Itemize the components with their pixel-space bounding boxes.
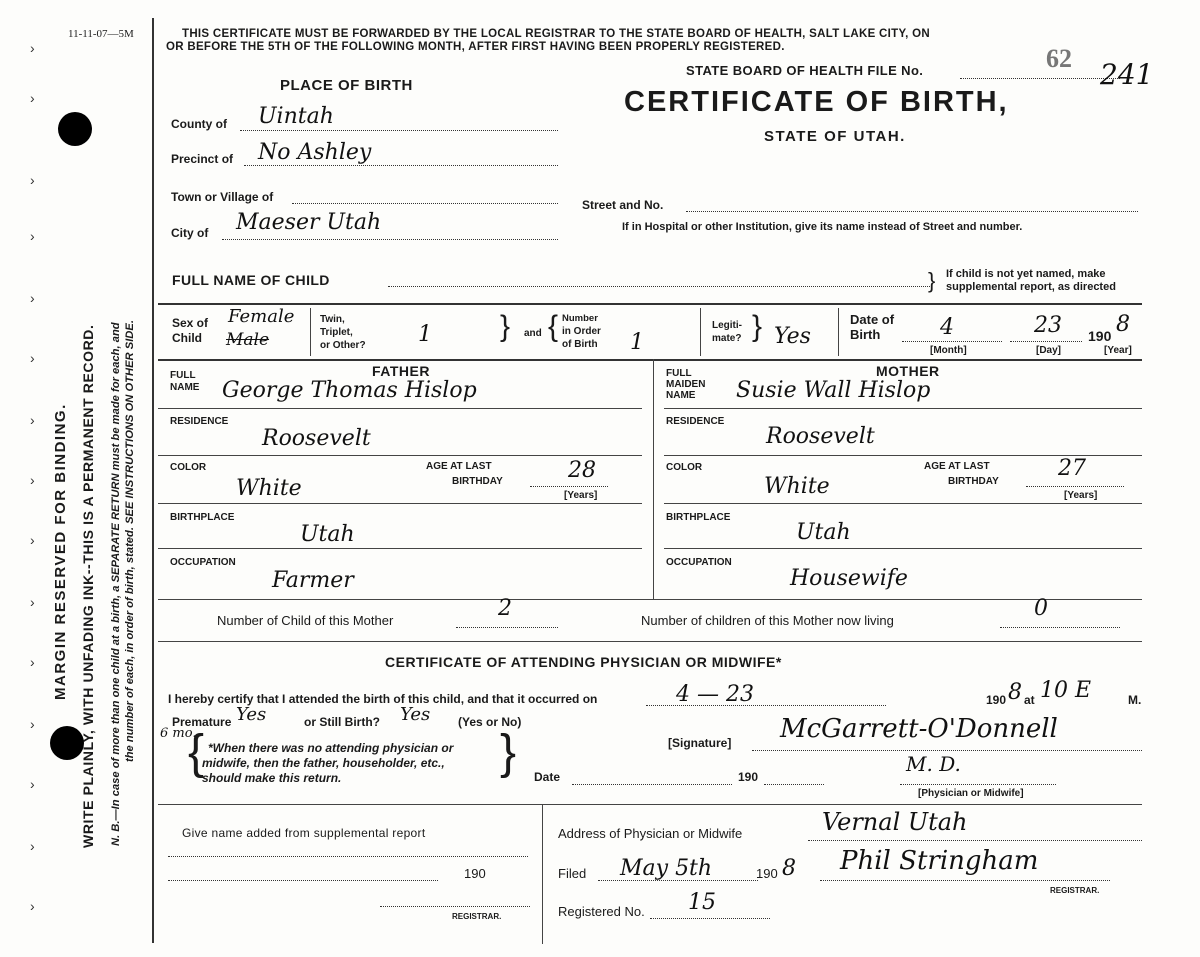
header-line-2: OR BEFORE THE 5TH OF THE FOLLOWING MONTH, AFTER FIRST HAVING BEEN PROPERLY REGISTERED. [166, 41, 785, 53]
father-residence-label: RESIDENCE [170, 416, 229, 427]
birth-date-label-2: Birth [850, 327, 881, 342]
mother-birthplace-label: BIRTHPLACE [666, 512, 731, 523]
address-value: Vernal Utah [822, 808, 968, 836]
town-line [292, 203, 558, 204]
father-years-caption: [Years] [564, 490, 598, 501]
address-label: Address of Physician or Midwife [558, 826, 743, 841]
mother-color-rule [664, 503, 1142, 504]
child-name-line [388, 286, 930, 287]
mother-age-value: 27 [1058, 456, 1086, 481]
file-number-handwritten: 241 [1100, 58, 1154, 91]
registrar-signature-line [820, 880, 1110, 881]
supplemental-name-line-2 [168, 880, 438, 881]
margin-tick: › [30, 838, 35, 854]
date-line [572, 784, 732, 785]
rule-below-parents [158, 599, 1142, 600]
role-caption: [Physician or Midwife] [918, 788, 1024, 799]
supplemental-year: 190 [464, 866, 486, 881]
child-number-label: Number of Child of this Mother [217, 613, 394, 628]
rule-above-child-row [158, 303, 1142, 305]
date-label: Date [534, 770, 561, 784]
rule-below-child-row [158, 359, 1142, 361]
rule-above-bottom [158, 804, 1142, 805]
signature-value: McGarrett-O'Donnell [780, 714, 1058, 744]
father-age-line [530, 486, 608, 487]
filed-label: Filed [558, 866, 587, 881]
father-name-label-1: FULL [170, 370, 196, 381]
date-year-line [764, 784, 824, 785]
parents-divider [653, 359, 654, 599]
margin-instructions-note: the number of each, in order of birth, stated. SEE INSTRUCTIONS ON OTHER SIDE. [124, 320, 136, 762]
mother-occupation-label: OCCUPATION [666, 557, 732, 568]
father-occupation-value: Farmer [272, 568, 354, 593]
father-birthplace-label: BIRTHPLACE [170, 512, 235, 523]
order-label-3: of Birth [562, 339, 598, 350]
city-line [222, 239, 558, 240]
premature-label: Premature [172, 715, 232, 729]
certificate-title: CERTIFICATE OF BIRTH, [624, 86, 1009, 118]
mother-residence-value: Roosevelt [766, 424, 875, 449]
town-label: Town or Village of [171, 190, 274, 204]
birth-month-line [902, 341, 1002, 342]
margin-tick: › [30, 172, 35, 188]
order-label-2: in Order [562, 326, 601, 337]
margin-separate-return-note: N. B.—In case of more than one child at a birth, a SEPARATE RETURN must be made for each, and [110, 322, 122, 846]
precinct-label: Precinct of [171, 152, 234, 166]
mother-age-label-1: AGE AT LAST [924, 461, 990, 472]
margin-border [152, 18, 154, 943]
birth-month-value: 4 [940, 315, 954, 340]
margin-binding-note: MARGIN RESERVED FOR BINDING. [52, 403, 69, 700]
child-number-line [456, 627, 558, 628]
birth-date-label-1: Date of [850, 312, 895, 327]
child-col-divider-1 [310, 308, 311, 356]
side-note: 6 mo. [160, 726, 197, 741]
date-year-prefix: 190 [738, 770, 759, 784]
margin-tick: › [30, 412, 35, 428]
street-line [686, 211, 1138, 212]
county-value: Uintah [258, 104, 334, 129]
twin-label-3: or Other? [320, 340, 366, 351]
father-name-rule [158, 408, 642, 409]
father-residence-value: Roosevelt [262, 426, 371, 451]
file-number-label: STATE BOARD OF HEALTH FILE No. [686, 63, 924, 78]
sex-label-2: Child [172, 331, 202, 345]
precinct-value: No Ashley [258, 140, 372, 165]
mother-color-value: White [764, 474, 830, 499]
yes-no-label: (Yes or No) [458, 715, 522, 729]
registered-line [650, 918, 770, 919]
birth-day-line [1010, 341, 1082, 342]
filed-value: May 5th [620, 856, 713, 881]
rule-above-physician [158, 641, 1142, 642]
street-label: Street and No. [582, 198, 664, 212]
child-name-label: FULL NAME OF CHILD [172, 272, 330, 288]
father-age-label-2: BIRTHDAY [452, 476, 503, 487]
footnote-line-2: midwife, then the father, householder, etc., [202, 756, 445, 770]
father-age-value: 28 [568, 458, 596, 483]
supplemental-registrar-caption: REGISTRAR. [452, 912, 502, 921]
child-col-divider-2 [700, 308, 701, 356]
twin-label-2: Triplet, [320, 327, 353, 338]
county-line [240, 130, 558, 131]
registrar-signature: Phil Stringham [840, 846, 1039, 876]
margin-tick: › [30, 90, 35, 106]
order-value: 1 [630, 330, 644, 355]
filed-year-value: 8 [782, 856, 796, 881]
margin-permanent-record-note: WRITE PLAINLY, WITH UNFADING INK--THIS IS A PERMANENT RECORD. [80, 324, 96, 848]
living-children-value: 0 [1034, 596, 1048, 621]
mother-age-line [1026, 486, 1124, 487]
state-title: STATE OF UTAH. [764, 128, 906, 145]
mother-birthplace-rule [664, 548, 1142, 549]
md-value: M. D. [906, 752, 961, 776]
occurrence-time-value: 10 E [1040, 678, 1092, 703]
mother-heading: MOTHER [876, 363, 940, 379]
punch-hole-bottom [50, 726, 84, 760]
signature-line [752, 750, 1142, 751]
hospital-note: If in Hospital or other Institution, give its name instead of Street and number. [622, 221, 1023, 233]
child-col-divider-3 [838, 308, 839, 356]
footnote-line-3: should make this return. [202, 771, 342, 785]
margin-tick: › [30, 594, 35, 610]
address-line [808, 840, 1142, 841]
bottom-divider [542, 804, 543, 944]
footnote-line-1: *When there was no attending physician or [208, 741, 454, 755]
registered-label: Registered No. [558, 904, 645, 919]
registered-value: 15 [688, 890, 716, 915]
father-name-value: George Thomas Hislop [222, 378, 477, 403]
margin-tick: › [30, 472, 35, 488]
filed-year-prefix: 190 [756, 866, 778, 881]
mother-residence-label: RESIDENCE [666, 416, 725, 427]
father-color-rule [158, 503, 642, 504]
father-birthplace-rule [158, 548, 642, 549]
occurrence-at-label: at [1024, 693, 1035, 707]
mother-occupation-value: Housewife [790, 566, 908, 591]
place-of-birth-heading: PLACE OF BIRTH [280, 77, 413, 94]
occurrence-year-prefix: 190 [986, 693, 1007, 707]
legitimate-brace: } [752, 310, 763, 343]
stillbirth-value: Yes [400, 704, 431, 725]
father-residence-rule [158, 455, 642, 456]
margin-tick: › [30, 290, 35, 306]
supplemental-name-line-1 [168, 856, 528, 857]
twin-label-1: Twin, [320, 314, 345, 325]
mother-name-rule [664, 408, 1142, 409]
physician-certify-text: I hereby certify that I attended the birth of this child, and that it occurred on [168, 692, 598, 706]
margin-tick: › [30, 776, 35, 792]
year-caption: [Year] [1104, 345, 1132, 356]
file-number-stamp: 62 [1046, 44, 1072, 73]
punch-hole-top [58, 112, 92, 146]
sex-label-1: Sex of [172, 316, 209, 330]
occurrence-m-label: M. [1128, 693, 1142, 707]
child-number-value: 2 [498, 596, 512, 621]
city-label: City of [171, 226, 209, 240]
child-name-brace: } [928, 268, 936, 293]
living-children-line [1000, 627, 1120, 628]
form-code: 11-11-07—5M [68, 28, 134, 40]
premature-value: Yes [236, 704, 267, 725]
margin-tick: › [30, 40, 35, 56]
sex-struck-value: Male [226, 330, 270, 350]
mother-color-label: COLOR [666, 462, 703, 473]
legitimate-label-1: Legiti- [712, 320, 742, 331]
father-color-value: White [236, 476, 302, 501]
footnote-brace-left: { [188, 726, 205, 779]
sex-value: Female [228, 306, 295, 327]
father-age-label-1: AGE AT LAST [426, 461, 492, 472]
margin-tick: › [30, 898, 35, 914]
margin-tick: › [30, 654, 35, 670]
father-birthplace-value: Utah [300, 522, 355, 547]
mother-name-label-1: FULL [666, 368, 692, 379]
birth-day-value: 23 [1034, 313, 1062, 338]
and-label: and [524, 328, 542, 339]
order-brace: { [548, 310, 559, 343]
mother-years-caption: [Years] [1064, 490, 1098, 501]
father-color-label: COLOR [170, 462, 207, 473]
father-name-label-2: NAME [170, 382, 200, 393]
living-children-label: Number of children of this Mother now living [641, 613, 894, 628]
signature-label: [Signature] [668, 736, 732, 750]
physician-heading: CERTIFICATE OF ATTENDING PHYSICIAN OR MIDWIFE* [385, 654, 782, 670]
twin-value: 1 [418, 322, 432, 347]
order-label-1: Number [562, 313, 598, 324]
occurrence-year-value: 8 [1008, 680, 1022, 705]
city-value: Maeser Utah [236, 210, 382, 235]
child-name-note-2: supplemental report, as directed [946, 281, 1116, 293]
month-caption: [Month] [930, 345, 967, 356]
mother-name-label-2: MAIDEN [666, 379, 706, 390]
birth-year-prefix: 190 [1088, 328, 1112, 344]
occurrence-date-value: 4 — 23 [676, 682, 754, 707]
stillbirth-label: or Still Birth? [304, 715, 380, 729]
county-label: County of [171, 117, 227, 131]
margin-tick: › [30, 532, 35, 548]
margin-tick: › [30, 228, 35, 244]
twin-brace: } [500, 310, 511, 343]
father-heading: FATHER [372, 363, 430, 379]
father-occupation-label: OCCUPATION [170, 557, 236, 568]
header-line-1: THIS CERTIFICATE MUST BE FORWARDED BY THE LOCAL REGISTRAR TO THE STATE BOARD OF HEALTH, SALT LAKE CITY, ON [182, 28, 930, 40]
precinct-line [244, 165, 558, 166]
legitimate-value: Yes [774, 324, 811, 349]
margin-tick: › [30, 716, 35, 732]
role-line [900, 784, 1056, 785]
mother-name-value: Susie Wall Hislop [736, 378, 931, 403]
birth-year-value: 8 [1116, 312, 1130, 337]
mother-birthplace-value: Utah [796, 520, 851, 545]
mother-name-label-3: NAME [666, 390, 696, 401]
child-name-note-1: If child is not yet named, make [946, 268, 1106, 280]
supplemental-label: Give name added from supplemental report [182, 826, 426, 840]
margin-tick: › [30, 350, 35, 366]
legitimate-label-2: mate? [712, 333, 742, 344]
registrar-caption: REGISTRAR. [1050, 886, 1100, 895]
day-caption: [Day] [1036, 345, 1062, 356]
footnote-brace-right: } [500, 726, 517, 779]
file-number-line [960, 78, 1120, 79]
mother-age-label-2: BIRTHDAY [948, 476, 999, 487]
supplemental-registrar-line [380, 906, 530, 907]
